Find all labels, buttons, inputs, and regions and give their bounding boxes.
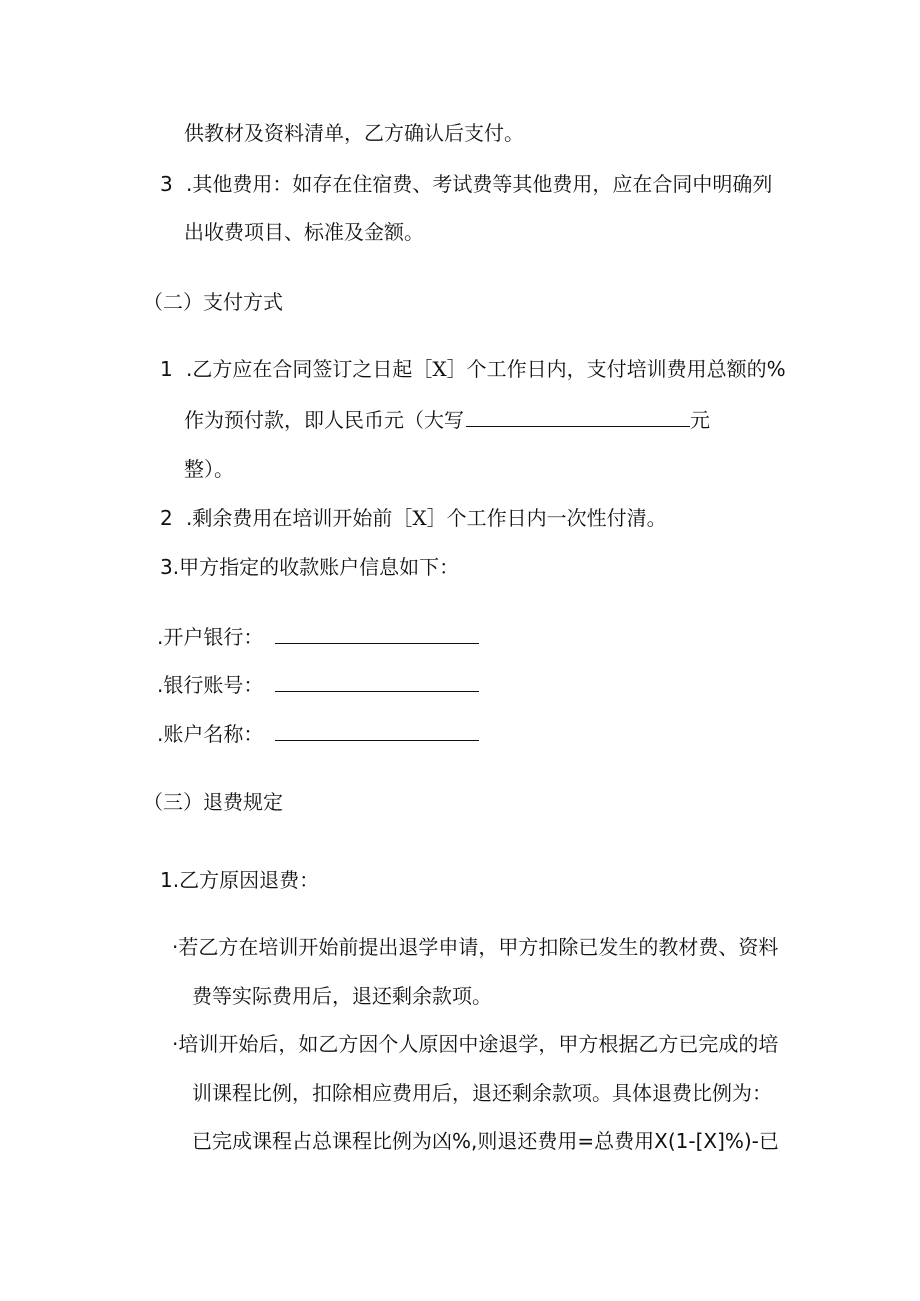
refund-sub-1: 1.乙方原因退费： — [160, 868, 320, 892]
placeholder-x: ［X］ — [392, 506, 447, 530]
item-number: 2 — [160, 506, 173, 530]
item-text: 作为预付款，即人民币元（大写 — [184, 408, 464, 432]
refund-bullet-1: ·若乙方在培训开始前提出退学申请，甲方扣除已发生的教材费、资料 — [172, 935, 779, 959]
payment-item-1-line3: 整）。 — [184, 457, 234, 481]
payment-item-2 — [160, 505, 667, 531]
item3-continuation: 出收费项目、标准及金额。 — [184, 220, 424, 244]
account-name-label: .账户名称： — [157, 722, 264, 746]
account-name-blank — [275, 722, 479, 741]
refund-bullet-2-cont2: 已完成课程占总课程比例为凶%,则退还费用=总费用X(1-[X]%)-已 — [192, 1129, 779, 1153]
bank-name-row — [157, 624, 479, 650]
item-text-tail: 个工作日内，支付培训费用总额的% — [466, 357, 786, 381]
section-heading-refund: （三）退费规定 — [143, 790, 283, 814]
amount-in-words-blank — [466, 408, 690, 427]
account-number-label: .银行账号： — [157, 673, 264, 697]
payment-item-3: 3.甲方指定的收款账户信息如下： — [160, 555, 460, 579]
item-text: .其他费用：如存在住宿费、考试费等其他费用，应在合同中明确列 — [186, 172, 773, 196]
bank-name-label: .开户银行： — [157, 625, 264, 649]
refund-bullet-1-cont: 费等实际费用后，退还剩余款项。 — [192, 984, 492, 1008]
item-text-tail: 个工作日内一次性付清。 — [446, 506, 667, 530]
account-name-row — [157, 721, 479, 747]
placeholder-x: ［X］ — [412, 357, 467, 381]
item-text: .乙方应在合同签订之日起 — [186, 357, 413, 381]
payment-item-1-line2 — [184, 407, 710, 433]
item-text: .剩余费用在培训开始前 — [186, 506, 393, 530]
item-number: 1 — [160, 357, 173, 381]
account-number-blank — [275, 673, 479, 692]
account-number-row — [157, 672, 479, 698]
payment-item-1 — [160, 356, 786, 382]
section-heading-payment: （二）支付方式 — [143, 290, 283, 314]
currency-unit: 元 — [690, 408, 710, 432]
item-number: 3 — [160, 172, 173, 196]
refund-bullet-2: ·培训开始后，如乙方因个人原因中途退学，甲方根据乙方已完成的培 — [172, 1032, 779, 1056]
item2-continuation: 供教材及资料清单，乙方确认后支付。 — [184, 121, 524, 145]
bank-name-blank — [275, 625, 479, 644]
item3-other-fees — [160, 171, 772, 197]
refund-bullet-2-cont1: 训课程比例，扣除相应费用后，退还剩余款项。具体退费比例为： — [192, 1081, 772, 1105]
